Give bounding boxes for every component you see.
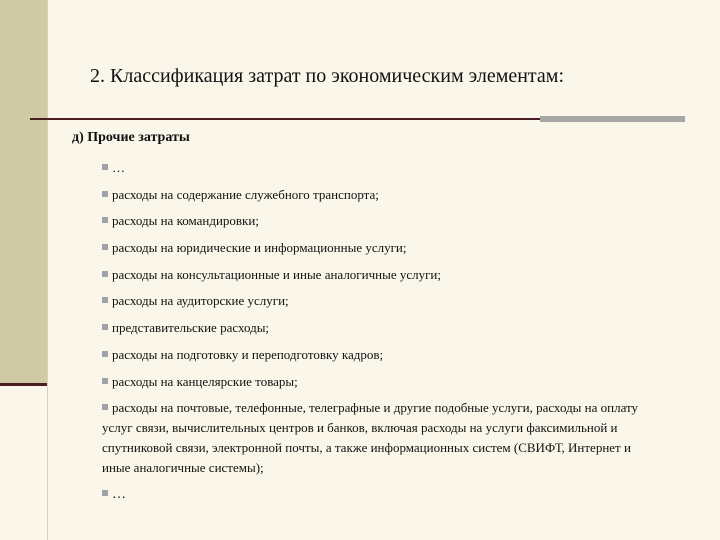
list-item-text: представительские расходы; [112, 320, 270, 336]
list-item-text: расходы на аудиторские услуги; [112, 293, 289, 309]
square-bullet-icon [102, 404, 108, 410]
list-item-text: расходы на юридические и информационные услуги; [112, 240, 407, 256]
section-heading: д) Прочие затраты [72, 130, 190, 145]
expense-list [102, 158, 662, 512]
list-item [102, 185, 662, 205]
list-item [102, 345, 662, 365]
list-item-text: расходы на консультационные и иные аналогичные услуги; [112, 266, 441, 282]
square-bullet-icon [102, 490, 108, 496]
list-item [102, 238, 662, 258]
left-divider [47, 0, 48, 540]
square-bullet-icon [102, 297, 108, 303]
list-item [102, 291, 662, 311]
square-bullet-icon [102, 217, 108, 223]
list-item [102, 211, 662, 231]
square-bullet-icon [102, 244, 108, 250]
list-item-text: расходы на канцелярские товары; [112, 373, 298, 389]
list-item-text: расходы на командировки; [112, 213, 259, 229]
list-item [102, 318, 662, 338]
list-item-text: расходы на содержание служебного транспорта; [112, 186, 379, 202]
list-item [102, 485, 662, 505]
slide-title: 2. Классификация затрат по экономическим элементам: [90, 65, 565, 87]
square-bullet-icon [102, 271, 108, 277]
list-item-text: расходы на почтовые, телефонные, телеграфные и другие подобные услуги, расходы на оплату услуг связи, вычислительных центров и банков, включая расходы на услуги факсимильной и спутниковой связи, электронной почты, а также информационных систем (СВИФТ, Интернет и иные аналогичные системы); [102, 400, 639, 476]
left-band-accent-line [0, 383, 47, 386]
list-item-text: расходы на подготовку и переподготовку кадров; [112, 346, 384, 362]
title-underline [30, 118, 540, 120]
list-item [102, 398, 662, 478]
list-item [102, 265, 662, 285]
left-decorative-band [0, 0, 47, 383]
list-item [102, 158, 662, 178]
title-underline-accent [540, 116, 685, 122]
square-bullet-icon [102, 164, 108, 170]
list-item-text: … [112, 486, 126, 502]
square-bullet-icon [102, 191, 108, 197]
square-bullet-icon [102, 351, 108, 357]
list-item [102, 372, 662, 392]
square-bullet-icon [102, 378, 108, 384]
list-item-text: … [112, 160, 125, 175]
square-bullet-icon [102, 324, 108, 330]
